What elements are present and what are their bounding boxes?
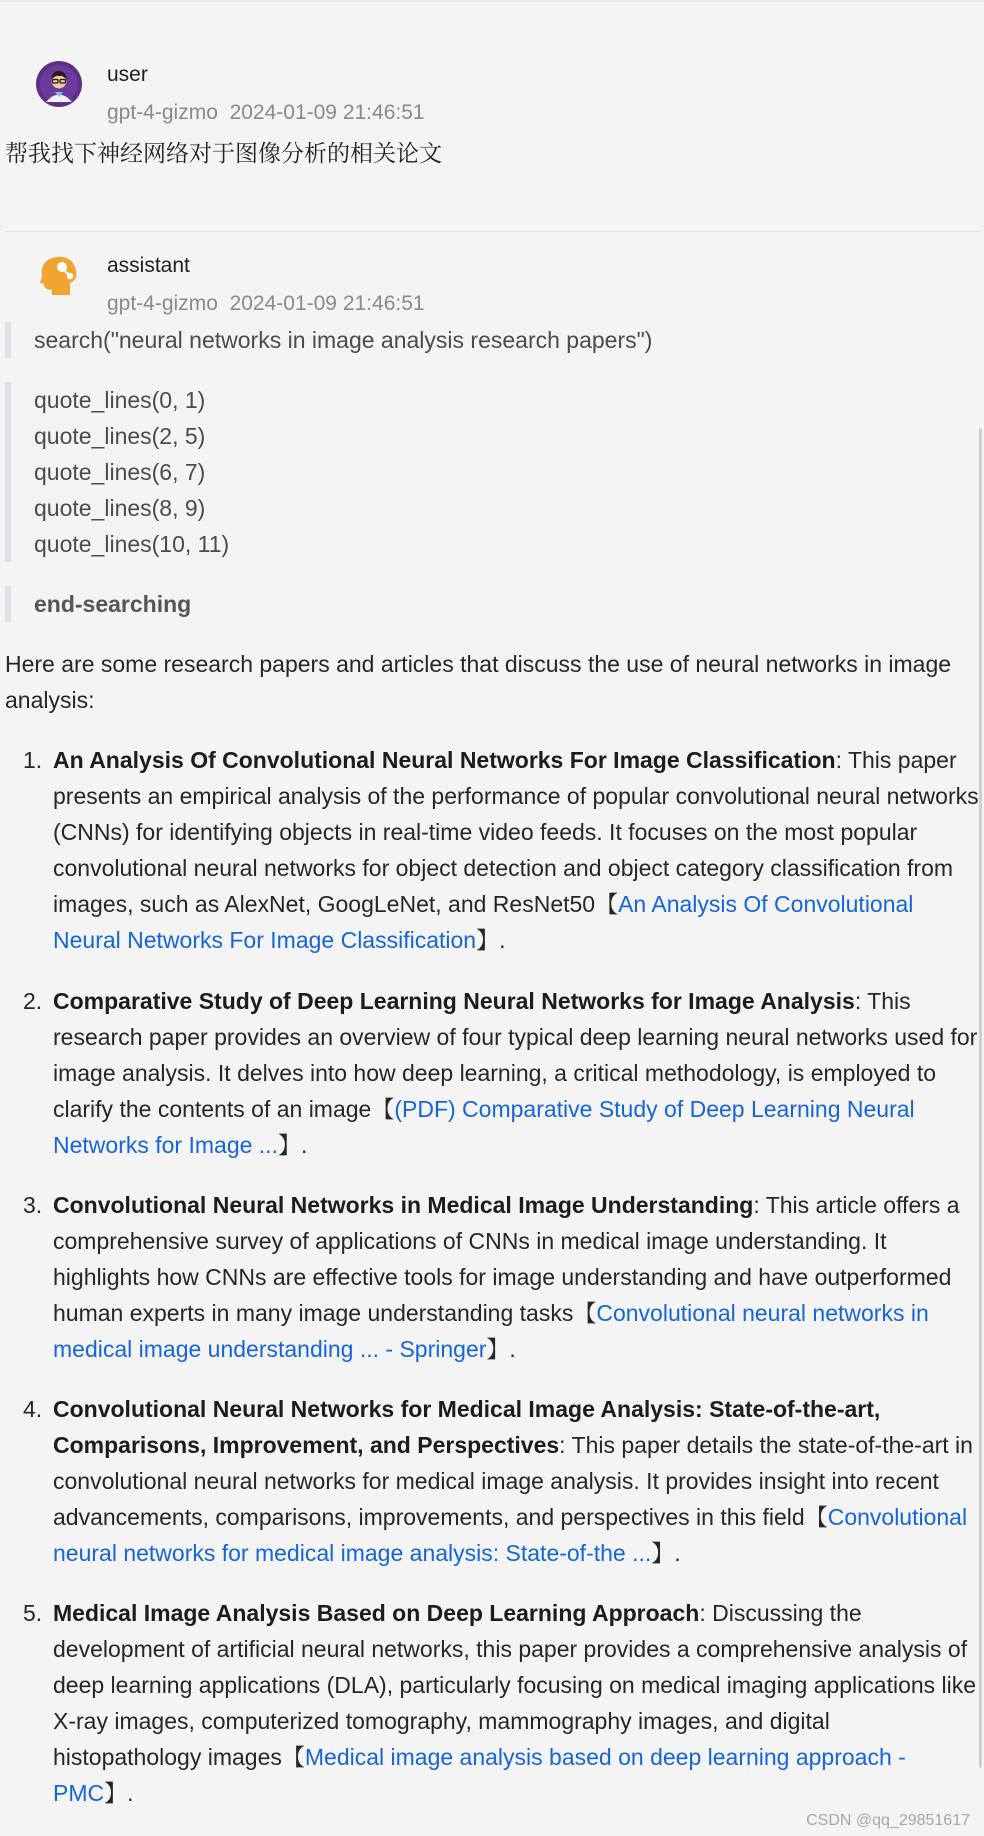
link-bracket-open: 【: [281, 1744, 305, 1770]
paper-list-item: [23, 1595, 983, 1811]
quote-lines-block: [5, 382, 229, 562]
user-message-meta: [107, 101, 425, 125]
paper-description: : Discussing the development of artificial neural networks, this paper provides a comprehensive analysis of deep learning applications (DLA), particularly focusing on medical imaging applications like X-ray images, computerized tomography, mammography images, and digital histopathology images: [53, 1600, 977, 1770]
paper-number: 2.: [23, 988, 43, 1014]
link-bracket-close: 】.: [651, 1540, 681, 1566]
link-bracket-open: 【: [371, 1096, 395, 1122]
quote-line: quote_lines(0, 1): [34, 387, 206, 413]
paper-description: : This paper presents an empirical analysis of the performance of popular convolutional neural networks (CNNs) for identifying objects in real-time video feeds. It focuses on the most popular convolutional neural networks for object detection and object category classification from images, such as AlexNet, GoogLeNet, and ResNet50: [53, 747, 979, 917]
paper-title: Medical Image Analysis Based on Deep Learning Approach: [53, 1600, 700, 1626]
assistant-message-meta: [107, 292, 425, 316]
paper-list-item: [23, 742, 983, 958]
end-searching-quote: [5, 586, 191, 622]
paper-number: 3.: [23, 1192, 43, 1218]
paper-title: An Analysis Of Convolutional Neural Networks For Image Classification: [53, 747, 836, 773]
assistant-model-name: gpt-4-gizmo: [107, 292, 218, 315]
quote-line: quote_lines(10, 11): [34, 531, 230, 557]
paper-number: 5.: [23, 1600, 43, 1626]
paper-title: Comparative Study of Deep Learning Neural Networks for Image Analysis: [53, 988, 855, 1014]
link-bracket-close: 】.: [104, 1780, 134, 1806]
paper-description: : This article offers a comprehensive survey of applications of CNNs in medical image understanding. It highlights how CNNs are effective tools for image understanding and have outperformed human experts in many image understanding tasks: [53, 1192, 960, 1326]
watermark: CSDN @qq_29851617: [806, 1812, 970, 1829]
link-bracket-close: 】.: [277, 1132, 308, 1158]
paper-description: : This research paper provides an overview of four typical deep learning neural networks used for image analysis. It delves into how deep learning, a critical methodology, is employed to clarify the contents of an image: [53, 988, 978, 1122]
paper-source-link[interactable]: Convolutional neural networks in medical image understanding ... - Springer: [53, 1300, 929, 1362]
assistant-role-label: assistant: [107, 254, 190, 277]
paper-source-link[interactable]: Convolutional neural networks for medical image analysis: State-of-the ...: [53, 1504, 968, 1566]
quote-line: quote_lines(8, 9): [34, 495, 206, 521]
quote-line: quote_lines(2, 5): [34, 423, 206, 449]
paper-number: 1.: [23, 747, 43, 773]
top-edge: [0, 0, 984, 2]
paper-description: : This paper details the state-of-the-art in convolutional neural networks for medical image analysis. It provides insight into recent advancements, comparisons, improvements, and perspectives in this field: [53, 1432, 973, 1530]
paper-number: 4.: [23, 1396, 43, 1422]
paper-title: Convolutional Neural Networks in Medical Image Understanding: [53, 1192, 754, 1218]
link-bracket-close: 】.: [486, 1336, 516, 1362]
paper-list-item: [23, 1187, 983, 1367]
message-divider: [5, 231, 980, 232]
link-bracket-open: 【: [804, 1504, 828, 1530]
assistant-timestamp: 2024-01-09 21:46:51: [229, 292, 425, 315]
user-avatar-icon: [36, 61, 82, 107]
assistant-brain-icon: [36, 252, 82, 298]
paper-list-item: [23, 1391, 983, 1571]
paper-source-link[interactable]: An Analysis Of Convolutional Neural Networks For Image Classification: [53, 891, 914, 953]
answer-intro: Here are some research papers and articles that discuss the use of neural networks in image analysis:: [5, 651, 952, 713]
search-call-text: search("neural networks in image analysis research papers"): [34, 327, 653, 353]
assistant-message-header: [36, 252, 636, 315]
user-message-header: [36, 61, 636, 124]
quote-line: quote_lines(6, 7): [34, 459, 206, 485]
paper-source-link[interactable]: Medical image analysis based on deep learning approach - PMC: [53, 1744, 906, 1806]
search-call-quote: [5, 322, 652, 358]
link-bracket-close: 】.: [476, 927, 506, 953]
paper-title: Convolutional Neural Networks for Medical Image Analysis: State-of-the-art, Comparisons, Improvement, and Perspectives: [53, 1396, 881, 1458]
end-searching-text: end-searching: [34, 591, 192, 617]
user-message-text: 帮我找下神经网络对于图像分析的相关论文: [5, 141, 442, 167]
user-timestamp: 2024-01-09 21:46:51: [229, 101, 425, 124]
link-bracket-open: 【: [595, 891, 619, 917]
link-bracket-open: 【: [573, 1300, 597, 1326]
paper-list-item: [23, 983, 983, 1163]
user-model-name: gpt-4-gizmo: [107, 101, 218, 124]
paper-source-link[interactable]: (PDF) Comparative Study of Deep Learning Neural Networks for Image ...: [53, 1096, 915, 1158]
user-role-label: user: [107, 63, 148, 86]
vertical-scrollbar[interactable]: [979, 428, 982, 1768]
